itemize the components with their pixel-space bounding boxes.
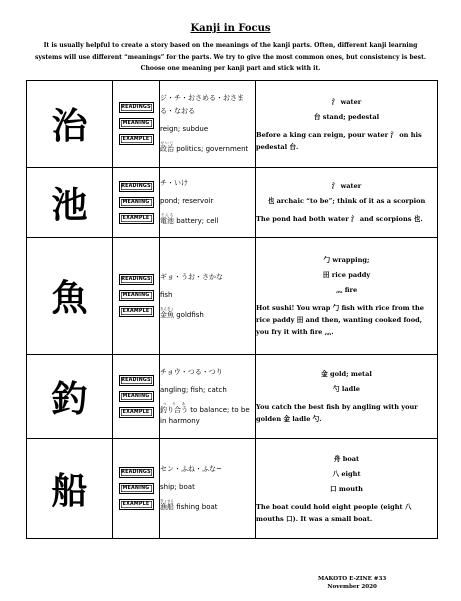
mnemonic-story: The boat could hold eight people (eight 八 mouths 口). It was a small boat. [256,502,412,523]
example-tag: EXAMPLE [119,213,154,224]
meaning-tag: MEANING [119,197,154,208]
example-tag: EXAMPLE [119,407,154,418]
example-word: 金魚きんぎょ [160,306,174,319]
label-cell [113,354,160,438]
kanji-part: 勹 wrapping; [323,256,370,265]
meaning-text: angling; fish; catch [160,385,227,394]
page-title: Kanji in Focus [190,23,271,34]
label-cell [113,438,160,538]
story-cell [256,354,438,438]
readings-tag: READINGS [119,181,154,192]
footer-issue: MAKOTO E-ZINE #33 [318,576,387,582]
mnemonic-story: Before a king can reign, pour water 氵 on his pedestal 台. [256,130,422,151]
meaning-text: pond; reservoir [160,197,214,206]
intro-paragraph: It is usually helpful to create a story based on the meanings of the kanji parts. Often, different kanji learning systems will use different “meanings” for the parts. We try to give the most common ones, but consistency is best. Choose one meaning per kanji part and stick with it. [34,42,427,72]
example-text [160,141,255,155]
mnemonic-story: The pond had both water 氵 and scorpions 也. [256,215,423,224]
kanji-character: 治 [51,106,88,148]
kanji-cell [27,167,113,237]
readings-tag: READINGS [119,467,154,478]
footer-date: November 2020 [327,584,377,590]
kanji-row [27,238,438,355]
parts-list [256,253,437,298]
kanji-cell [27,81,113,168]
example-text [160,307,255,321]
info-cell [160,81,256,168]
label-cell [113,167,160,237]
readings-text: セン・ふね・ふな~ [160,465,222,474]
parts-list [256,95,437,125]
kanji-part: 勺 ladle [333,385,360,394]
kanji-row [27,438,438,538]
kanji-part: 也 archaic “to be”; think of it as a scorpion [267,197,426,206]
readings-tag: READINGS [119,274,154,285]
example-word: 電池でんち [160,213,174,226]
kanji-row [27,81,438,168]
kanji-cell [27,438,113,538]
kanji-character: 池 [51,184,88,226]
kanji-part: 氵 water [331,97,362,106]
kanji-part: 灬 fire [335,286,358,295]
story-cell [256,81,438,168]
example-gloss: fishing boat [174,503,218,512]
kanji-character: 釣 [51,378,88,420]
story-cell [256,238,438,355]
readings-text: チョウ・つる・つり [160,367,223,376]
meaning-tag: MEANING [119,391,154,402]
example-text [160,499,255,513]
kanji-part: 田 rice paddy [322,271,371,280]
story-cell [256,167,438,237]
info-cell [160,238,256,355]
kanji-part: 口 mouth [330,484,363,493]
parts-list [256,179,437,209]
readings-text: ギョ・うお・さかな [160,272,223,281]
meaning-text: fish [160,290,173,299]
label-cell [113,81,160,168]
example-text [160,402,255,427]
meaning-tag: MEANING [119,290,154,301]
kanji-part: 台 stand; pedestal [313,112,380,121]
example-gloss: politics; government [174,145,249,154]
mnemonic-story: Hot sushi! You wrap 勹 fish with rice from the rice paddy 田 and then, wanting cooked food, you fry it with fire 灬. [256,304,424,337]
meaning-text: reign; subdue [160,125,209,134]
parts-list [256,367,437,397]
kanji-row [27,354,438,438]
kanji-part: 氵 water [331,182,362,191]
example-word: 漁船ぎょせん [160,499,174,512]
example-word: 政治せいじ [160,141,174,154]
kanji-table [26,80,438,539]
readings-tag: READINGS [119,102,154,113]
kanji-part: 八 eight [332,469,361,478]
kanji-part: 舟 boat [333,454,360,463]
kanji-part: 金 gold; metal [321,370,372,379]
readings-tag: READINGS [119,375,154,386]
example-text [160,213,255,227]
readings-text: ジ・チ・おさめる・おさまる・なおる [160,94,244,116]
kanji-character: 船 [51,470,88,512]
kanji-cell [27,354,113,438]
meaning-tag: MEANING [119,483,154,494]
mnemonic-story: You catch the best fish by angling with your golden 金 ladle 勺. [256,403,418,424]
readings-text: チ・いけ [160,179,188,188]
info-cell [160,354,256,438]
example-word: 釣り合うつりあ [160,401,188,414]
story-cell [256,438,438,538]
example-tag: EXAMPLE [119,499,154,510]
parts-list [256,452,437,497]
example-tag: EXAMPLE [119,306,154,317]
info-cell [160,438,256,538]
kanji-character: 魚 [51,278,88,320]
example-gloss: to balance; to be in harmony [160,405,250,425]
kanji-cell [27,238,113,355]
label-cell [113,238,160,355]
meaning-tag: MEANING [119,118,154,129]
kanji-row [27,167,438,237]
meaning-text: ship; boat [160,483,195,492]
info-cell [160,167,256,237]
example-gloss: battery; cell [174,217,219,226]
example-tag: EXAMPLE [119,134,154,145]
footer [318,575,386,591]
example-gloss: goldfish [174,310,204,319]
